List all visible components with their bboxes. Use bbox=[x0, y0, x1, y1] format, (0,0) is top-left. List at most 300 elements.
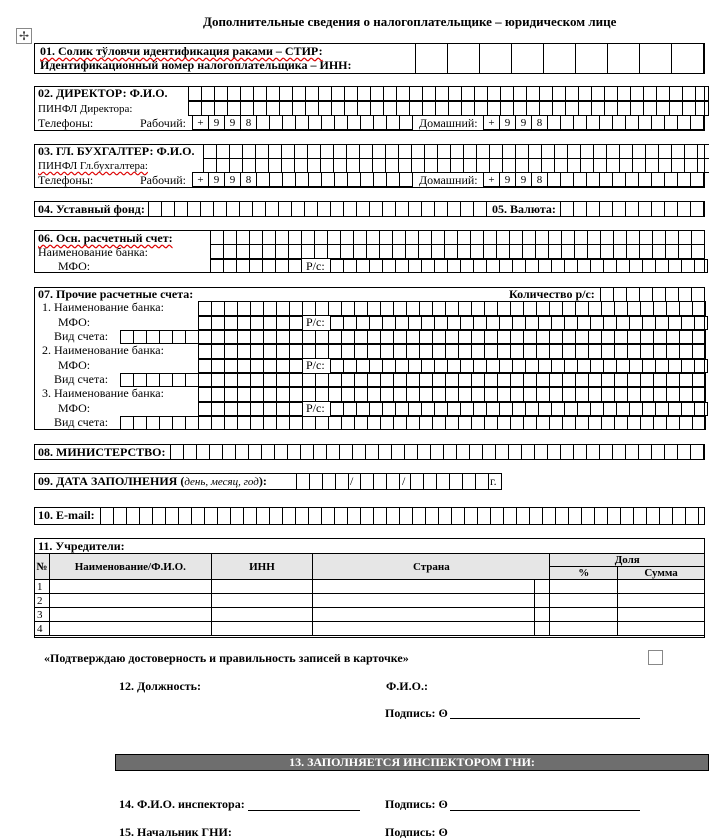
main-bank-cell[interactable] bbox=[548, 244, 562, 259]
account-type-cell[interactable] bbox=[588, 330, 602, 344]
director-name-cell[interactable] bbox=[266, 86, 280, 101]
account-rs-cell[interactable] bbox=[590, 316, 604, 330]
accountant-home-phone-cell[interactable] bbox=[586, 172, 600, 187]
accountant-pinfl-cell[interactable] bbox=[541, 158, 555, 173]
founder-country-code-cell[interactable] bbox=[535, 594, 550, 608]
account-type-cell[interactable] bbox=[133, 416, 147, 430]
account-bank-cell[interactable] bbox=[614, 344, 628, 359]
account-type-cell[interactable] bbox=[237, 416, 251, 430]
inn-cell[interactable] bbox=[639, 43, 672, 74]
accountant-pinfl-cell[interactable] bbox=[515, 158, 529, 173]
director-pinfl-cell[interactable] bbox=[318, 101, 332, 116]
main-mfo-cell[interactable] bbox=[262, 259, 276, 273]
director-pinfl-cell[interactable] bbox=[279, 101, 293, 116]
account-bank-cell[interactable] bbox=[601, 387, 615, 402]
account-rs-cell[interactable] bbox=[668, 316, 682, 330]
founder-name-cell[interactable] bbox=[49, 594, 211, 608]
account-type-cell[interactable] bbox=[549, 416, 563, 430]
account-type-cell[interactable] bbox=[640, 416, 654, 430]
director-name-cell[interactable] bbox=[604, 86, 618, 101]
account-rs-cell[interactable] bbox=[681, 402, 695, 416]
director-home-phone-cell[interactable] bbox=[677, 115, 691, 130]
account-rs-cell[interactable] bbox=[577, 316, 591, 330]
main-bank-cell[interactable] bbox=[288, 230, 302, 245]
founder-country-cell[interactable] bbox=[313, 594, 535, 608]
account-bank-cell[interactable] bbox=[471, 301, 485, 316]
director-work-phone-cell[interactable] bbox=[334, 115, 348, 130]
account-rs-cell[interactable] bbox=[616, 359, 630, 373]
account-type-cell[interactable] bbox=[380, 416, 394, 430]
account-bank-cell[interactable] bbox=[380, 344, 394, 359]
inn-cell[interactable] bbox=[447, 43, 480, 74]
account-rs-cell[interactable] bbox=[564, 316, 578, 330]
account-bank-cell[interactable] bbox=[328, 301, 342, 316]
main-bank-cell[interactable] bbox=[249, 230, 263, 245]
accountant-home-phone-cell[interactable] bbox=[547, 172, 561, 187]
account-bank-cell[interactable] bbox=[588, 301, 602, 316]
accountant-name-cell[interactable] bbox=[593, 144, 607, 159]
account-type-cell[interactable] bbox=[692, 330, 706, 344]
main-bank-cell[interactable] bbox=[561, 244, 575, 259]
email-cell[interactable] bbox=[581, 507, 595, 525]
ministry-cell[interactable] bbox=[469, 444, 483, 460]
accountant-work-phone-cell[interactable] bbox=[282, 172, 296, 187]
email-cell[interactable] bbox=[594, 507, 608, 525]
account-rs-cell[interactable] bbox=[447, 316, 461, 330]
charter-fund-cell[interactable] bbox=[317, 201, 331, 217]
accountant-pinfl-cell[interactable] bbox=[658, 158, 672, 173]
main-rs-cell[interactable] bbox=[629, 259, 643, 273]
email-cell[interactable] bbox=[217, 507, 231, 525]
account-type-cell[interactable] bbox=[185, 373, 199, 387]
main-bank-cell[interactable] bbox=[457, 230, 471, 245]
main-bank-cell[interactable] bbox=[665, 244, 679, 259]
account-type-cell[interactable] bbox=[692, 373, 706, 387]
director-name-cell[interactable] bbox=[656, 86, 670, 101]
account-bank-cell[interactable] bbox=[289, 387, 303, 402]
account-type-cell[interactable] bbox=[146, 330, 160, 344]
accountant-pinfl-cell[interactable] bbox=[346, 158, 360, 173]
accountant-work-phone-cell[interactable] bbox=[373, 172, 387, 187]
ministry-cell[interactable] bbox=[365, 444, 379, 460]
accountant-work-phone-cell[interactable] bbox=[347, 172, 361, 187]
email-cell[interactable] bbox=[269, 507, 283, 525]
accountant-pinfl-cell[interactable] bbox=[632, 158, 646, 173]
accountant-work-phone-cell[interactable] bbox=[295, 172, 309, 187]
account-bank-cell[interactable] bbox=[601, 301, 615, 316]
account-rs-cell[interactable] bbox=[460, 316, 474, 330]
accountant-pinfl-cell[interactable] bbox=[294, 158, 308, 173]
currency-cell[interactable] bbox=[651, 201, 665, 217]
inn-cell[interactable] bbox=[575, 43, 608, 74]
date-year-cell[interactable] bbox=[423, 473, 437, 490]
account-bank-cell[interactable] bbox=[523, 387, 537, 402]
account-bank-cell[interactable] bbox=[263, 301, 277, 316]
email-cell[interactable] bbox=[477, 507, 491, 525]
founder-country-cell[interactable] bbox=[313, 580, 535, 594]
account-type-cell[interactable] bbox=[471, 330, 485, 344]
main-rs-cell[interactable] bbox=[421, 259, 435, 273]
account-type-cell[interactable] bbox=[289, 330, 303, 344]
director-name-cell[interactable] bbox=[487, 86, 501, 101]
account-type-cell[interactable] bbox=[432, 416, 446, 430]
main-bank-cell[interactable] bbox=[223, 244, 237, 259]
charter-fund-cell[interactable] bbox=[369, 201, 383, 217]
account-bank-cell[interactable] bbox=[302, 387, 316, 402]
account-bank-cell[interactable] bbox=[562, 344, 576, 359]
account-bank-cell[interactable] bbox=[211, 344, 225, 359]
director-home-phone-cell[interactable] bbox=[560, 115, 574, 130]
main-bank-cell[interactable] bbox=[587, 230, 601, 245]
email-cell[interactable] bbox=[451, 507, 465, 525]
ministry-cell[interactable] bbox=[274, 444, 288, 460]
account-bank-cell[interactable] bbox=[289, 344, 303, 359]
charter-fund-cell[interactable] bbox=[187, 201, 201, 217]
account-rs-cell[interactable] bbox=[616, 316, 630, 330]
director-name-cell[interactable] bbox=[630, 86, 644, 101]
account-type-cell[interactable] bbox=[393, 330, 407, 344]
email-cell[interactable] bbox=[321, 507, 335, 525]
account-mfo-cell[interactable] bbox=[198, 402, 212, 416]
ministry-cell[interactable] bbox=[508, 444, 522, 460]
main-bank-cell[interactable] bbox=[522, 230, 536, 245]
account-bank-cell[interactable] bbox=[601, 344, 615, 359]
account-bank-cell[interactable] bbox=[523, 344, 537, 359]
account-bank-cell[interactable] bbox=[341, 387, 355, 402]
account-type-cell[interactable] bbox=[666, 373, 680, 387]
director-name-cell[interactable] bbox=[227, 86, 241, 101]
account-type-cell[interactable] bbox=[419, 330, 433, 344]
charter-fund-cell[interactable] bbox=[239, 201, 253, 217]
account-rs-cell[interactable] bbox=[382, 359, 396, 373]
account-bank-cell[interactable] bbox=[523, 301, 537, 316]
email-cell[interactable] bbox=[438, 507, 452, 525]
accountant-name-cell[interactable] bbox=[697, 144, 709, 159]
account-type-cell[interactable] bbox=[354, 330, 368, 344]
account-rs-cell[interactable] bbox=[408, 359, 422, 373]
accountant-pinfl-cell[interactable] bbox=[684, 158, 698, 173]
ministry-cell[interactable] bbox=[560, 444, 574, 460]
ministry-cell[interactable] bbox=[547, 444, 561, 460]
accountant-name-cell[interactable] bbox=[632, 144, 646, 159]
account-rs-cell[interactable] bbox=[525, 402, 539, 416]
founder-share-pct-cell[interactable] bbox=[550, 580, 618, 594]
account-type-cell[interactable] bbox=[211, 373, 225, 387]
account-type-cell[interactable] bbox=[159, 330, 173, 344]
ministry-cell[interactable] bbox=[235, 444, 249, 460]
account-mfo-cell[interactable] bbox=[198, 316, 212, 330]
account-type-cell[interactable] bbox=[367, 416, 381, 430]
accountant-name-cell[interactable] bbox=[541, 144, 555, 159]
director-home-phone-cell[interactable] bbox=[638, 115, 652, 130]
account-type-cell[interactable] bbox=[250, 330, 264, 344]
accountant-name-cell[interactable] bbox=[229, 144, 243, 159]
currency-cell[interactable] bbox=[664, 201, 678, 217]
account-type-cell[interactable] bbox=[653, 373, 667, 387]
director-pinfl-cell[interactable] bbox=[214, 101, 228, 116]
main-bank-cell[interactable] bbox=[340, 230, 354, 245]
account-bank-cell[interactable] bbox=[445, 387, 459, 402]
accountant-work-phone-cell[interactable] bbox=[269, 172, 283, 187]
ministry-cell[interactable] bbox=[222, 444, 236, 460]
account-rs-cell[interactable] bbox=[369, 316, 383, 330]
date-month-cell[interactable] bbox=[386, 473, 400, 490]
account-bank-cell[interactable] bbox=[276, 387, 290, 402]
main-rs-cell[interactable] bbox=[512, 259, 526, 273]
ministry-cell[interactable] bbox=[170, 444, 184, 460]
account-type-cell[interactable] bbox=[614, 373, 628, 387]
account-bank-cell[interactable] bbox=[536, 301, 550, 316]
account-bank-cell[interactable] bbox=[510, 301, 524, 316]
currency-cell[interactable] bbox=[560, 201, 574, 217]
founder-share-sum-cell[interactable] bbox=[618, 594, 705, 608]
accountant-work-phone-cell[interactable] bbox=[399, 172, 413, 187]
accountant-name-cell[interactable] bbox=[567, 144, 581, 159]
account-type-cell[interactable] bbox=[471, 373, 485, 387]
currency-cell[interactable] bbox=[586, 201, 600, 217]
account-type-cell[interactable] bbox=[302, 416, 316, 430]
director-pinfl-cell[interactable] bbox=[513, 101, 527, 116]
account-bank-cell[interactable] bbox=[640, 344, 654, 359]
director-name-cell[interactable] bbox=[344, 86, 358, 101]
email-cell[interactable] bbox=[425, 507, 439, 525]
account-type-cell[interactable] bbox=[458, 330, 472, 344]
account-bank-cell[interactable] bbox=[380, 387, 394, 402]
account-type-cell[interactable] bbox=[406, 330, 420, 344]
director-name-cell[interactable] bbox=[279, 86, 293, 101]
director-name-cell[interactable] bbox=[409, 86, 423, 101]
account-bank-cell[interactable] bbox=[575, 387, 589, 402]
director-pinfl-cell[interactable] bbox=[578, 101, 592, 116]
date-year-cell[interactable] bbox=[410, 473, 424, 490]
director-name-cell[interactable] bbox=[695, 86, 709, 101]
email-cell[interactable] bbox=[568, 507, 582, 525]
account-type-cell[interactable] bbox=[614, 330, 628, 344]
account-bank-cell[interactable] bbox=[419, 387, 433, 402]
main-bank-cell[interactable] bbox=[249, 244, 263, 259]
director-home-code-cell[interactable]: 9 bbox=[499, 115, 516, 130]
account-bank-cell[interactable] bbox=[211, 387, 225, 402]
account-bank-cell[interactable] bbox=[432, 301, 446, 316]
director-pinfl-cell[interactable] bbox=[474, 101, 488, 116]
director-work-phone-cell[interactable] bbox=[386, 115, 400, 130]
date-year-cell[interactable] bbox=[475, 473, 489, 490]
account-rs-cell[interactable] bbox=[473, 316, 487, 330]
account-type-cell[interactable] bbox=[523, 416, 537, 430]
account-type-cell[interactable] bbox=[510, 373, 524, 387]
accountant-pinfl-cell[interactable] bbox=[398, 158, 412, 173]
accountant-name-cell[interactable] bbox=[281, 144, 295, 159]
charter-fund-cell[interactable] bbox=[200, 201, 214, 217]
ministry-cell[interactable] bbox=[586, 444, 600, 460]
director-name-cell[interactable] bbox=[513, 86, 527, 101]
accountant-name-cell[interactable] bbox=[216, 144, 230, 159]
main-rs-cell[interactable] bbox=[408, 259, 422, 273]
account-type-cell[interactable] bbox=[250, 373, 264, 387]
date-day-cell[interactable] bbox=[309, 473, 323, 490]
account-rs-cell[interactable] bbox=[499, 316, 513, 330]
director-name-cell[interactable] bbox=[474, 86, 488, 101]
ministry-cell[interactable] bbox=[664, 444, 678, 460]
main-bank-cell[interactable] bbox=[522, 244, 536, 259]
account-bank-cell[interactable] bbox=[679, 387, 693, 402]
main-rs-cell[interactable] bbox=[525, 259, 539, 273]
account-bank-cell[interactable] bbox=[406, 387, 420, 402]
account-type-cell[interactable] bbox=[458, 373, 472, 387]
account-type-cell[interactable] bbox=[679, 330, 693, 344]
director-home-phone-cell[interactable] bbox=[547, 115, 561, 130]
director-home-code-cell[interactable]: 9 bbox=[515, 115, 532, 130]
director-name-cell[interactable] bbox=[461, 86, 475, 101]
charter-fund-cell[interactable] bbox=[148, 201, 162, 217]
account-type-cell[interactable] bbox=[276, 330, 290, 344]
account-type-cell[interactable] bbox=[276, 416, 290, 430]
account-type-cell[interactable] bbox=[419, 373, 433, 387]
account-mfo-cell[interactable] bbox=[289, 359, 303, 373]
accountant-pinfl-cell[interactable] bbox=[242, 158, 256, 173]
account-type-cell[interactable] bbox=[419, 416, 433, 430]
director-pinfl-cell[interactable] bbox=[656, 101, 670, 116]
accountant-pinfl-cell[interactable] bbox=[424, 158, 438, 173]
main-bank-cell[interactable] bbox=[613, 244, 627, 259]
account-mfo-cell[interactable] bbox=[276, 402, 290, 416]
account-rs-cell[interactable] bbox=[577, 402, 591, 416]
account-rs-cell[interactable] bbox=[421, 402, 435, 416]
account-bank-cell[interactable] bbox=[679, 344, 693, 359]
account-type-cell[interactable] bbox=[237, 373, 251, 387]
account-rs-cell[interactable] bbox=[603, 359, 617, 373]
email-cell[interactable] bbox=[191, 507, 205, 525]
main-rs-cell[interactable] bbox=[577, 259, 591, 273]
account-bank-cell[interactable] bbox=[328, 344, 342, 359]
accountant-name-cell[interactable] bbox=[333, 144, 347, 159]
charter-fund-cell[interactable] bbox=[265, 201, 279, 217]
account-type-cell[interactable] bbox=[367, 373, 381, 387]
account-rs-cell[interactable] bbox=[382, 316, 396, 330]
date-day-cell[interactable] bbox=[335, 473, 349, 490]
main-bank-cell[interactable] bbox=[275, 230, 289, 245]
account-type-cell[interactable] bbox=[211, 330, 225, 344]
main-bank-cell[interactable] bbox=[470, 230, 484, 245]
account-bank-cell[interactable] bbox=[588, 344, 602, 359]
main-bank-cell[interactable] bbox=[470, 244, 484, 259]
email-cell[interactable] bbox=[672, 507, 686, 525]
main-bank-cell[interactable] bbox=[548, 230, 562, 245]
main-bank-cell[interactable] bbox=[587, 244, 601, 259]
email-cell[interactable] bbox=[529, 507, 543, 525]
account-type-cell[interactable] bbox=[666, 330, 680, 344]
director-home-phone-cell[interactable] bbox=[690, 115, 704, 130]
accountant-name-cell[interactable] bbox=[424, 144, 438, 159]
charter-fund-cell[interactable] bbox=[330, 201, 344, 217]
account-rs-cell[interactable] bbox=[382, 402, 396, 416]
account-type-cell[interactable] bbox=[302, 330, 316, 344]
charter-fund-cell[interactable] bbox=[213, 201, 227, 217]
account-rs-cell[interactable] bbox=[473, 359, 487, 373]
accountant-work-code-cell[interactable]: + bbox=[192, 172, 209, 187]
accountant-home-phone-cell[interactable] bbox=[612, 172, 626, 187]
account-mfo-cell[interactable] bbox=[250, 316, 264, 330]
email-cell[interactable] bbox=[555, 507, 569, 525]
account-bank-cell[interactable] bbox=[289, 301, 303, 316]
account-bank-cell[interactable] bbox=[471, 344, 485, 359]
accountant-work-phone-cell[interactable] bbox=[321, 172, 335, 187]
accountant-name-cell[interactable] bbox=[398, 144, 412, 159]
account-bank-cell[interactable] bbox=[692, 387, 706, 402]
accountant-pinfl-cell[interactable] bbox=[645, 158, 659, 173]
inspector-name-line[interactable] bbox=[248, 810, 360, 811]
account-type-cell[interactable] bbox=[133, 330, 147, 344]
main-rs-cell[interactable] bbox=[434, 259, 448, 273]
account-rs-cell[interactable] bbox=[408, 402, 422, 416]
account-mfo-cell[interactable] bbox=[237, 359, 251, 373]
account-bank-cell[interactable] bbox=[666, 387, 680, 402]
email-cell[interactable] bbox=[659, 507, 673, 525]
account-type-cell[interactable] bbox=[627, 330, 641, 344]
director-pinfl-cell[interactable] bbox=[240, 101, 254, 116]
charter-fund-cell[interactable] bbox=[304, 201, 318, 217]
ministry-cell[interactable] bbox=[313, 444, 327, 460]
account-type-cell[interactable] bbox=[354, 373, 368, 387]
email-cell[interactable] bbox=[230, 507, 244, 525]
ministry-cell[interactable] bbox=[326, 444, 340, 460]
founder-country-code-cell[interactable] bbox=[535, 622, 550, 636]
accountant-work-phone-cell[interactable] bbox=[386, 172, 400, 187]
account-type-cell[interactable] bbox=[185, 416, 199, 430]
ministry-cell[interactable] bbox=[534, 444, 548, 460]
ministry-cell[interactable] bbox=[482, 444, 496, 460]
currency-cell[interactable] bbox=[677, 201, 691, 217]
account-rs-cell[interactable] bbox=[655, 359, 669, 373]
date-month-cell[interactable] bbox=[373, 473, 387, 490]
founder-share-sum-cell[interactable] bbox=[618, 622, 705, 636]
director-pinfl-cell[interactable] bbox=[292, 101, 306, 116]
director-pinfl-cell[interactable] bbox=[539, 101, 553, 116]
director-work-code-cell[interactable]: 8 bbox=[240, 115, 257, 130]
director-work-phone-cell[interactable] bbox=[282, 115, 296, 130]
director-name-cell[interactable] bbox=[565, 86, 579, 101]
account-bank-cell[interactable] bbox=[276, 344, 290, 359]
account-mfo-cell[interactable] bbox=[211, 359, 225, 373]
account-type-cell[interactable] bbox=[562, 373, 576, 387]
ministry-cell[interactable] bbox=[690, 444, 704, 460]
account-type-cell[interactable] bbox=[445, 373, 459, 387]
email-cell[interactable] bbox=[607, 507, 621, 525]
accountant-name-cell[interactable] bbox=[645, 144, 659, 159]
director-pinfl-cell[interactable] bbox=[370, 101, 384, 116]
director-name-cell[interactable] bbox=[552, 86, 566, 101]
account-bank-cell[interactable] bbox=[562, 387, 576, 402]
accountant-pinfl-cell[interactable] bbox=[450, 158, 464, 173]
account-type-cell[interactable] bbox=[497, 330, 511, 344]
director-work-phone-cell[interactable] bbox=[308, 115, 322, 130]
account-bank-cell[interactable] bbox=[367, 301, 381, 316]
ministry-cell[interactable] bbox=[183, 444, 197, 460]
ministry-cell[interactable] bbox=[430, 444, 444, 460]
director-home-code-cell[interactable]: + bbox=[483, 115, 500, 130]
account-type-cell[interactable] bbox=[588, 373, 602, 387]
director-home-phone-cell[interactable] bbox=[612, 115, 626, 130]
account-type-cell[interactable] bbox=[172, 373, 186, 387]
accounts-count-cell[interactable] bbox=[665, 287, 679, 302]
account-bank-cell[interactable] bbox=[354, 387, 368, 402]
email-cell[interactable] bbox=[347, 507, 361, 525]
account-type-cell[interactable] bbox=[237, 330, 251, 344]
ministry-cell[interactable] bbox=[287, 444, 301, 460]
main-bank-cell[interactable] bbox=[509, 244, 523, 259]
account-rs-cell[interactable] bbox=[512, 359, 526, 373]
account-type-cell[interactable] bbox=[198, 416, 212, 430]
